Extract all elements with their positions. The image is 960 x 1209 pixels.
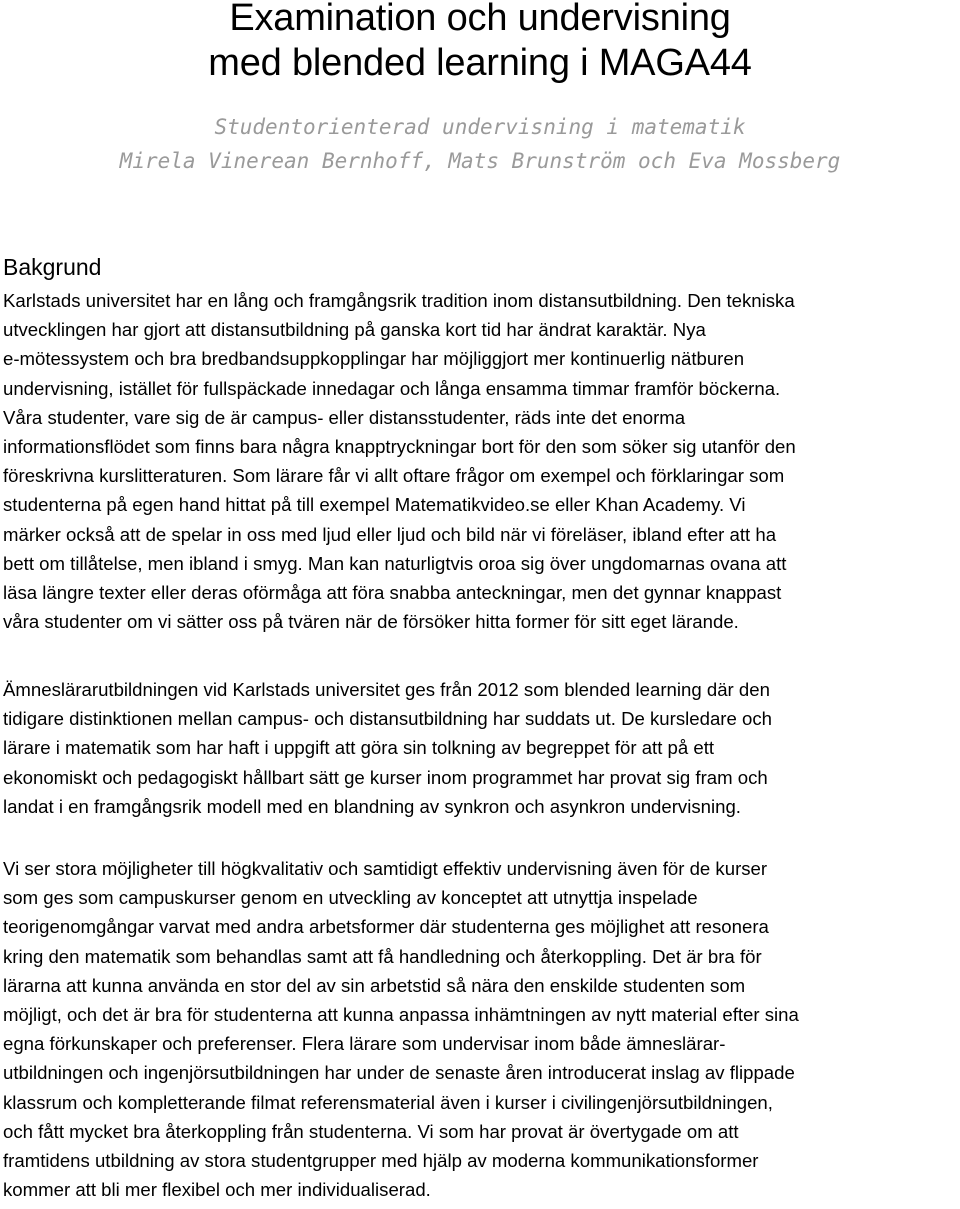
paragraph-line: informationsflödet som finns bara några knapptryckningar bort för den som söker sig utanför den xyxy=(3,435,796,457)
paragraph-line: egna förkunskaper och preferenser. Flera lärare som undervisar inom både ämneslärar- xyxy=(3,1033,726,1055)
paragraph-line: lärarna att kunna använda en stor del av sin arbetstid så nära den enskilde studenten som xyxy=(3,974,746,996)
paragraph-line: läsa längre texter eller deras oförmåga att föra snabba anteckningar, men det gynnar knappast xyxy=(3,581,782,603)
paragraph-line: Karlstads universitet har en lång och framgångsrik tradition inom distansutbildning. Den tekniska xyxy=(3,290,795,311)
paragraph-line: föreskrivna kurslitteraturen. Som lärare får vi allt oftare frågor om exempel och förklaringar som xyxy=(3,465,785,487)
paragraph-line: utbildningen och ingenjörsutbildningen har under de senaste åren introducerat inslag av flippade xyxy=(3,1062,795,1084)
paragraph-line: våra studenter om vi sätter oss på tvären när de försöker hitta former för sitt eget lärande. xyxy=(3,611,739,633)
section-heading-bakgrund: Bakgrund xyxy=(3,254,102,280)
title-line-2: med blended learning i MAGA44 xyxy=(208,42,752,84)
paragraph-line: Vi ser stora möjligheter till högkvalitativ och samtidigt effektiv undervisning även för de kurser xyxy=(3,858,768,879)
paragraph-3 xyxy=(3,854,799,1204)
paragraph-line: landat i en framgångsrik modell med en blandning av synkron och asynkron undervisning. xyxy=(3,795,741,817)
paragraph-line: kommer att bli mer flexibel och mer individualiserad. xyxy=(3,1179,431,1201)
document-title xyxy=(0,0,960,86)
paragraph-line: ekonomiskt och pedagogiskt hållbart sätt ge kurser inom programmet har provat sig fram och xyxy=(3,766,768,788)
paragraph-line: teorigenomgångar varvat med andra arbetsformer där studenterna ges möjlighet att resonera xyxy=(3,916,769,938)
paragraph-line: kring den matematik som behandlas samt att få handledning och återkoppling. Det är bra för xyxy=(3,945,762,967)
paragraph-line: märker också att de spelar in oss med ljud eller ljud och bild när vi föreläser, ibland efter att ha xyxy=(3,523,777,545)
paragraph-line: e-mötessystem och bra bredbandsuppkopplingar har möjliggjort mer kontinuerlig nätburen xyxy=(3,348,745,370)
authors: Mirela Vinerean Bernhoff, Mats Brunström och Eva Mossberg xyxy=(119,149,841,173)
paragraph-2 xyxy=(3,675,772,821)
paragraph-line: utvecklingen har gjort att distansutbildning på ganska kort tid har ändrat karaktär. Nya xyxy=(3,319,706,341)
title-line-1: Examination och undervisning xyxy=(229,0,731,39)
paragraph-line: klassrum och kompletterande filmat referensmaterial även i kurser i civilingenjörsutbildningen, xyxy=(3,1091,773,1113)
paragraph-line: undervisning, istället för fullspäckade innedagar och långa ensamma timmar framför böckerna. xyxy=(3,377,781,399)
paragraph-line: och fått mycket bra återkoppling från studenterna. Vi som har provat är övertygade om att xyxy=(3,1120,739,1142)
paragraph-line: framtidens utbildning av stora studentgrupper med hjälp av moderna kommunikationsformer xyxy=(3,1149,759,1171)
paragraph-line: som ges som campuskurser genom en utveckling av konceptet att utnyttja inspelade xyxy=(3,887,698,909)
paragraph-line: tidigare distinktionen mellan campus- och distansutbildning har suddats ut. De kursledare och xyxy=(3,708,772,730)
paragraph-1 xyxy=(3,286,796,636)
paragraph-line: Våra studenter, vare sig de är campus- eller distansstudenter, räds inte det enorma xyxy=(3,406,686,428)
subtitle: Studentorienterad undervisning i matematik xyxy=(214,115,746,139)
paragraph-line: bett om tillåtelse, men ibland i smyg. Man kan naturligtvis oroa sig över ungdomarnas ovana att xyxy=(3,552,787,574)
paragraph-line: Ämneslärarutbildningen vid Karlstads universitet ges från 2012 som blended learning där den xyxy=(3,679,770,700)
paragraph-line: möjligt, och det är bra för studenterna att kunna anpassa inhämtningen av nytt material efter sina xyxy=(3,1003,799,1025)
paragraph-line: lärare i matematik som har haft i uppgift att göra sin tolkning av begreppet för att på ett xyxy=(3,737,715,759)
subtitle-block xyxy=(0,110,960,178)
paragraph-line: studenterna på egen hand hittat på till exempel Matematikvideo.se eller Khan Academy. Vi xyxy=(3,494,746,516)
